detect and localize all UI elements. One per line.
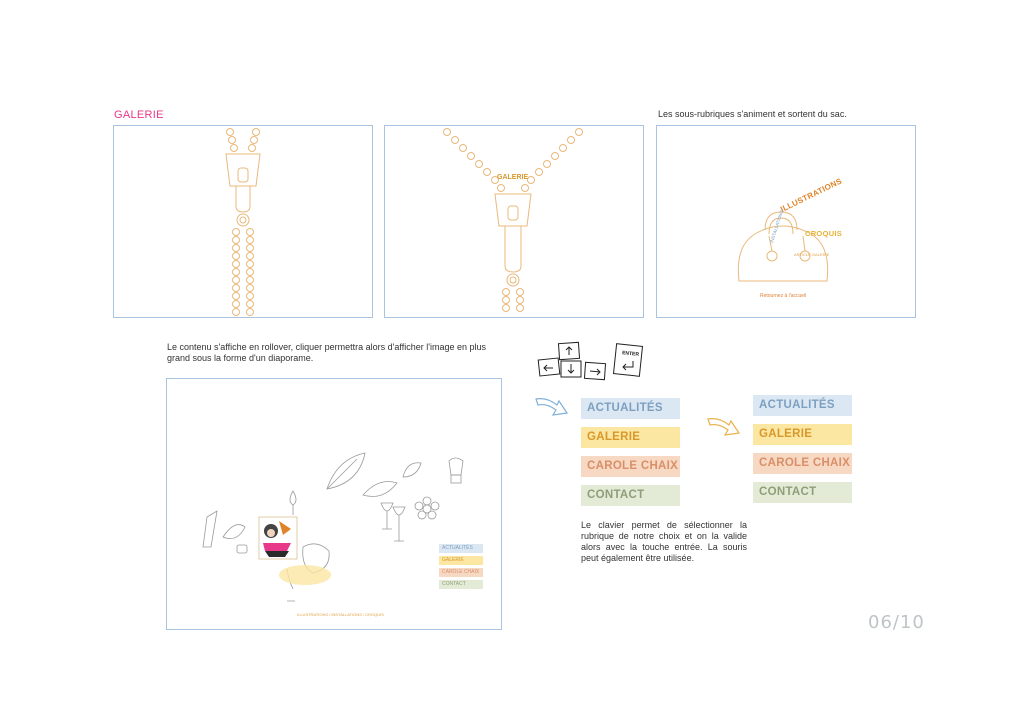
frame-gallery-rollover [166,378,502,630]
menu-left-actualites[interactable]: ACTUALITÉS [581,398,680,419]
frame-zipper-closed [113,125,373,318]
menu-right-contact[interactable]: CONTACT [753,482,852,503]
menu-left-galerie[interactable]: GALERIE [581,427,680,448]
zipper-teeth-right-arm [522,129,583,192]
mini-menu-contact[interactable]: CONTACT [439,580,483,589]
mini-menu-carole-chaix[interactable]: CAROLE CHAIX [439,568,483,577]
zipper-open-illustration [385,126,643,317]
arrow-right-icon [533,393,573,423]
sub-illustrations[interactable]: ILLUSTRATIONS [779,176,844,215]
return-home-link[interactable]: Retournez à l'accueil [760,293,807,299]
zipper-teeth-top [227,129,260,152]
bag-illustration [657,126,915,317]
menu-left-contact[interactable]: CONTACT [581,485,680,506]
figure-drawing [203,511,217,547]
glass-drawing [381,503,393,529]
arrow-right-icon-2 [705,413,745,443]
page-number: 06/10 [868,612,925,633]
gallery-illustrations [167,379,501,629]
enter-key-label: ENTER [621,350,640,358]
bag-label: ARTICLE GALERIE [794,252,830,257]
frame3-caption: Les sous-rubriques s'animent et sortent du sac. [658,109,847,119]
menu-right-actualites[interactable]: ACTUALITÉS [753,395,852,416]
keyboard-drawing [537,341,647,387]
highlighted-thumbnail [259,517,297,559]
sub-installations[interactable]: INSTALLATIONS [769,209,785,244]
mini-menu-actualites[interactable]: ACTUALITÉS [439,544,483,553]
menu-right-carole-chaix[interactable]: CAROLE CHAIX [753,453,852,474]
zipper-teeth-left-arm [444,129,505,192]
sub-croquis[interactable]: CROQUIS [805,229,843,238]
toilet-drawing [449,458,463,475]
frame-bag [656,125,916,318]
zipper-closed-illustration [114,126,372,317]
mini-menu-galerie[interactable]: GALERIE [439,556,483,565]
flower-drawing [415,497,439,519]
keyboard-caption: Le clavier permet de sélectionner la rubrique de notre choix et on la valide alors avec la touche entrée. La souris peut également être utilisée. [581,520,747,563]
zipper-label: GALERIE [497,174,529,181]
zipper-teeth-bottom [233,229,254,316]
menu-left-carole-chaix[interactable]: CAROLE CHAIX [581,456,680,477]
frame-zipper-open [384,125,644,318]
rollover-caption: Le contenu s'affiche en rollover, cliquer permettra alors d'afficher l'image en plus grand sous la forme d'un diaporame. [167,342,486,363]
gallery-bottom-links[interactable]: ILLUSTRATIONS / INSTALLATIONS / CROQUIS [297,612,384,617]
menu-right-galerie[interactable]: GALERIE [753,424,852,445]
section-title: GALERIE [114,109,164,121]
keyboard-keys-icon [537,341,647,387]
